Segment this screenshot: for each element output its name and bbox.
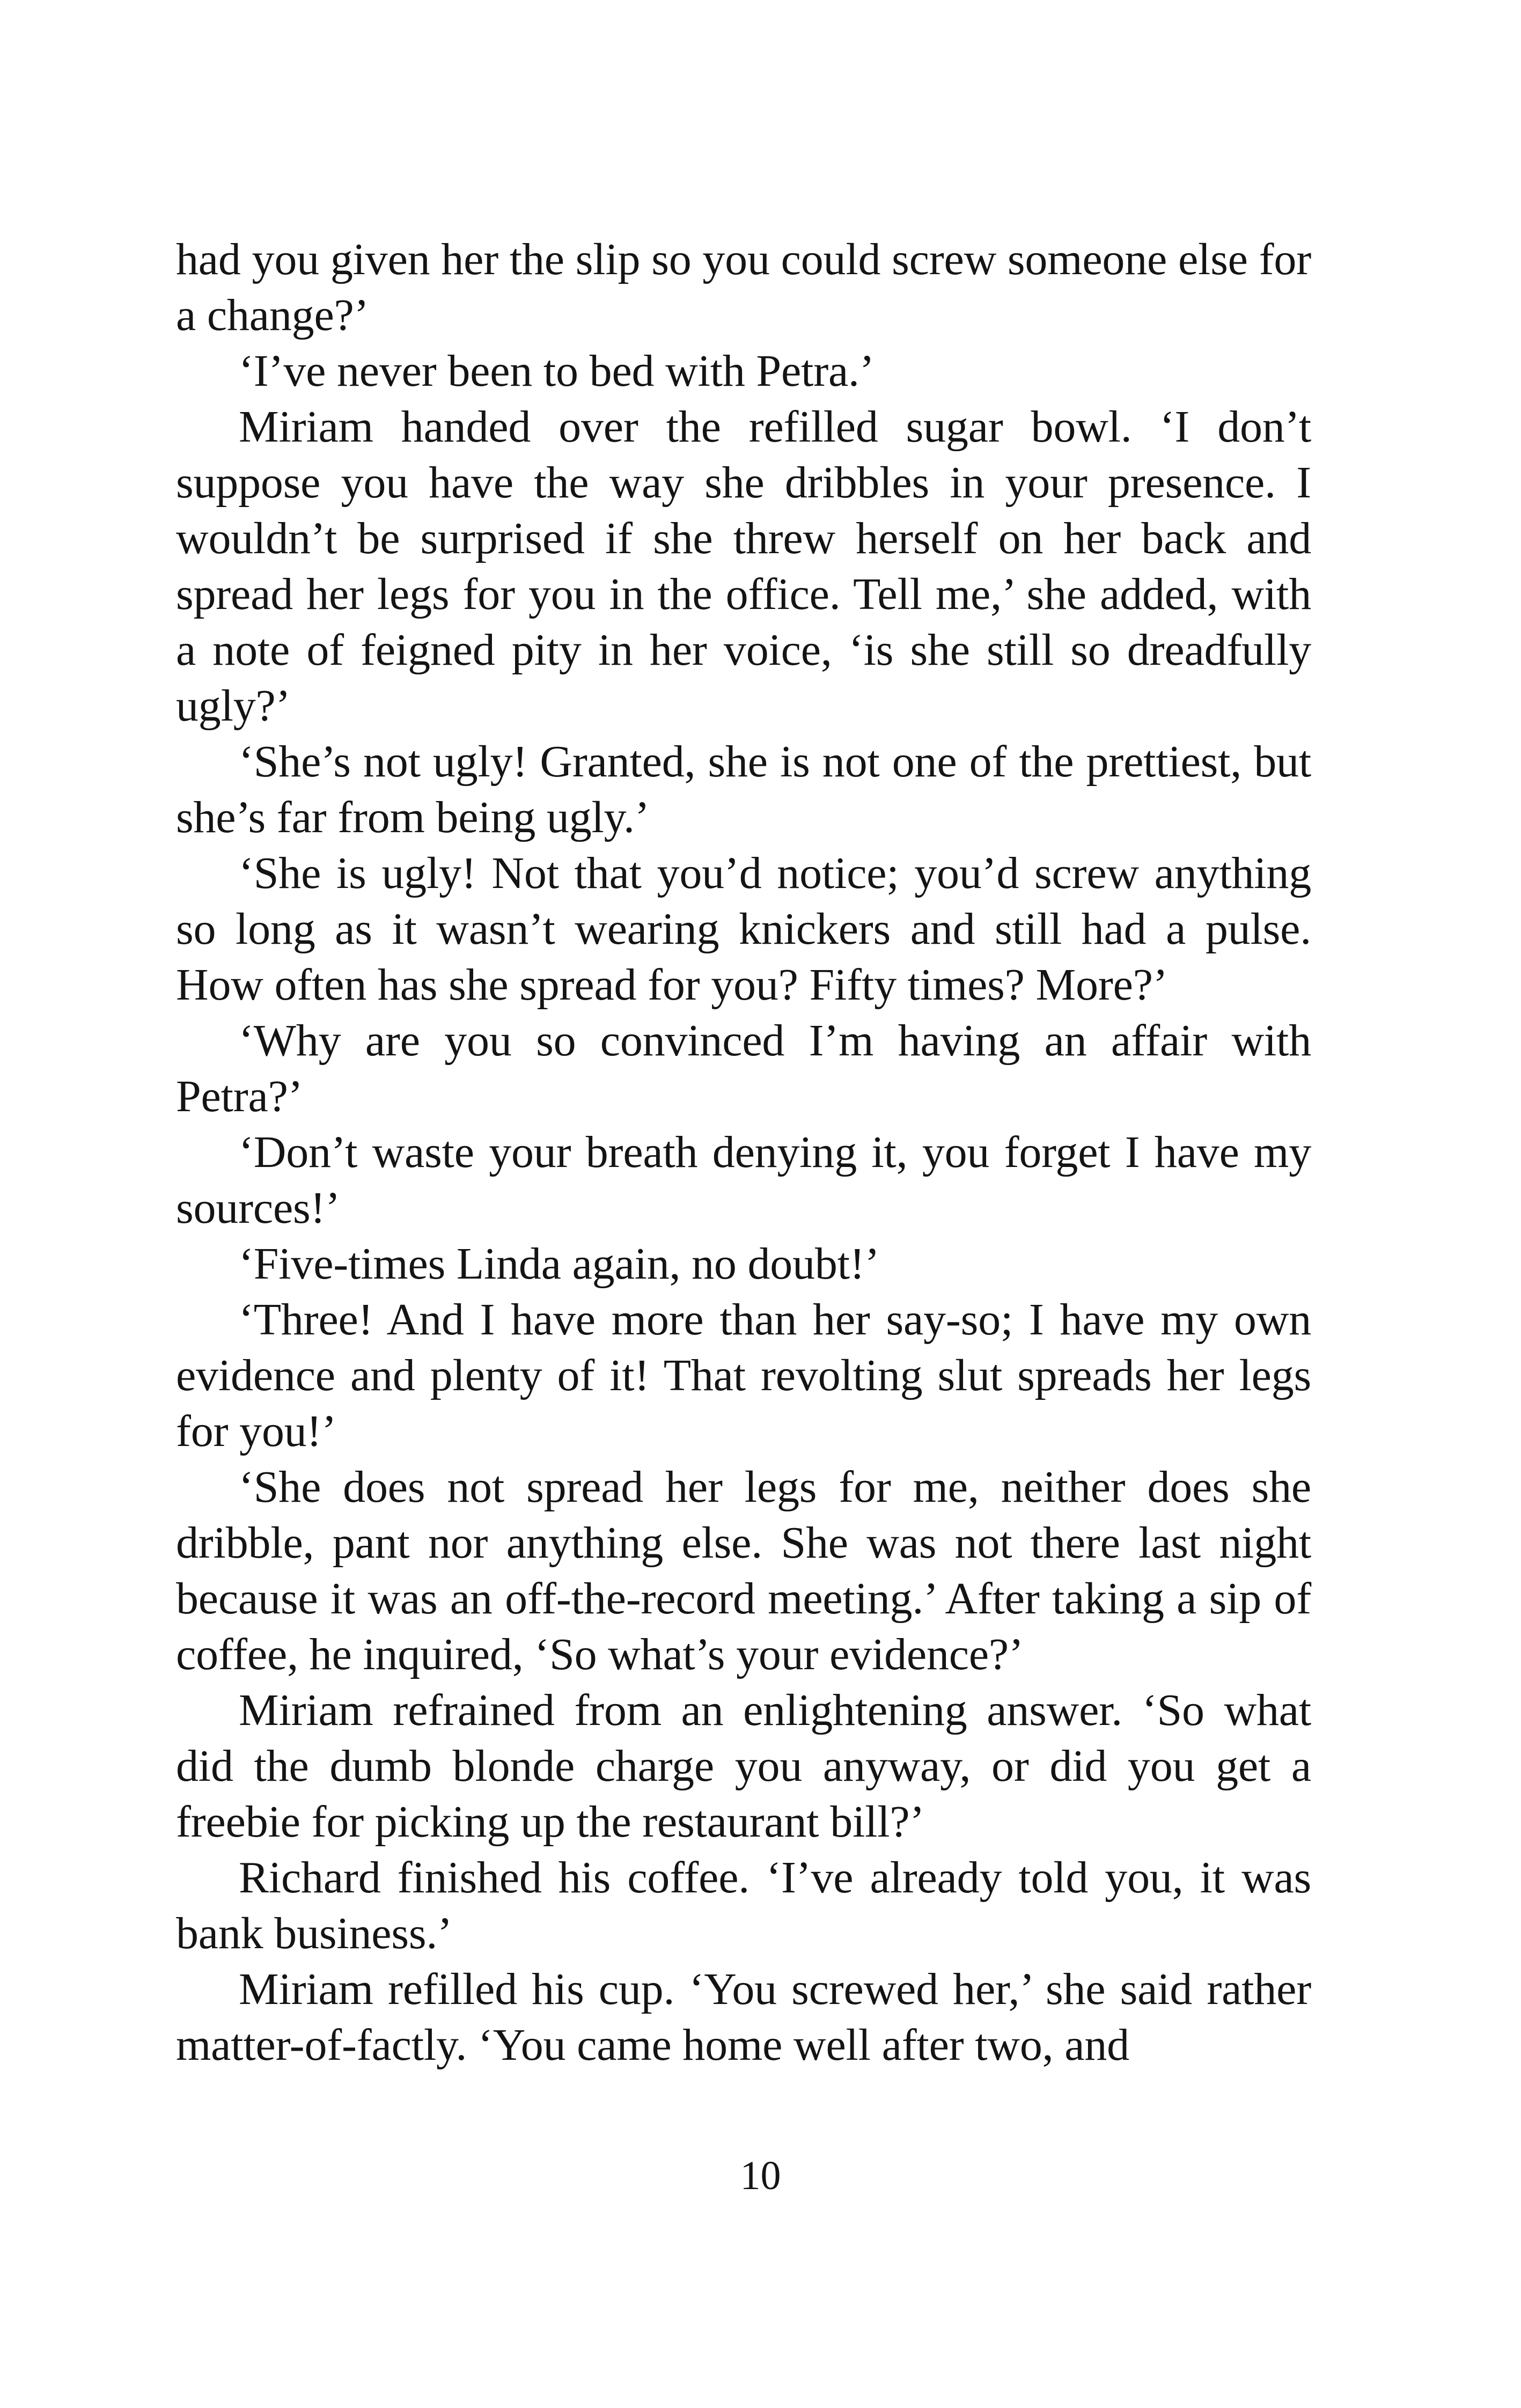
paragraph-9: ‘Three! And I have more than her say-so; I have my own evidence and plenty of it! That revolting slut spreads her legs for you!’ [176, 1295, 1311, 1456]
paragraph-12: Richard finished his coffee. ‘I’ve already told you, it was bank business.’ [176, 1853, 1311, 1958]
paragraph-2: ‘I’ve never been to bed with Petra.’ [239, 346, 875, 396]
paragraph-5: ‘She is ugly! Not that you’d notice; you’d screw anything so long as it wasn’t wearing knickers and still had a pulse. How often has she spread for you? Fifty times? More?’ [176, 848, 1311, 1010]
paragraph-6: ‘Why are you so convinced I’m having an affair with Petra?’ [176, 1016, 1311, 1121]
paragraph-4: ‘She’s not ugly! Granted, she is not one of the prettiest, but she’s far from being ugly.’ [176, 737, 1311, 842]
paragraph-1: had you given her the slip so you could screw someone else for a change?’ [176, 234, 1311, 340]
paragraph-13: Miriam refilled his cup. ‘You screwed her,’ she said rather matter-of-factly. ‘You came home well after two, and [176, 1964, 1311, 2070]
paragraph-3: Miriam handed over the refilled sugar bowl. ‘I don’t suppose you have the way she dribbles in your presence. I wouldn’t be surprised if she threw herself on her back and spread her legs for you in the office. Tell me,’ she added, with a note of feigned pity in her voice, ‘is she still so dreadfully ugly?’ [176, 402, 1311, 731]
body-text [176, 232, 1311, 2073]
paragraph-11: Miriam refrained from an enlightening answer. ‘So what did the dumb blonde charge you anyway, or did you get a freebie for picking up the restaurant bill?’ [176, 1685, 1311, 1847]
paragraph-8: ‘Five-times Linda again, no doubt!’ [239, 1239, 880, 1289]
paragraph-7: ‘Don’t waste your breath denying it, you forget I have my sources!’ [176, 1127, 1311, 1233]
paragraph-10: ‘She does not spread her legs for me, neither does she dribble, pant nor anything else. She was not there last night because it was an off-the-record meeting.’ After taking a sip of coffee, he inquired, ‘So what’s your evidence?’ [176, 1462, 1311, 1679]
page-number: 10 [740, 2153, 781, 2198]
